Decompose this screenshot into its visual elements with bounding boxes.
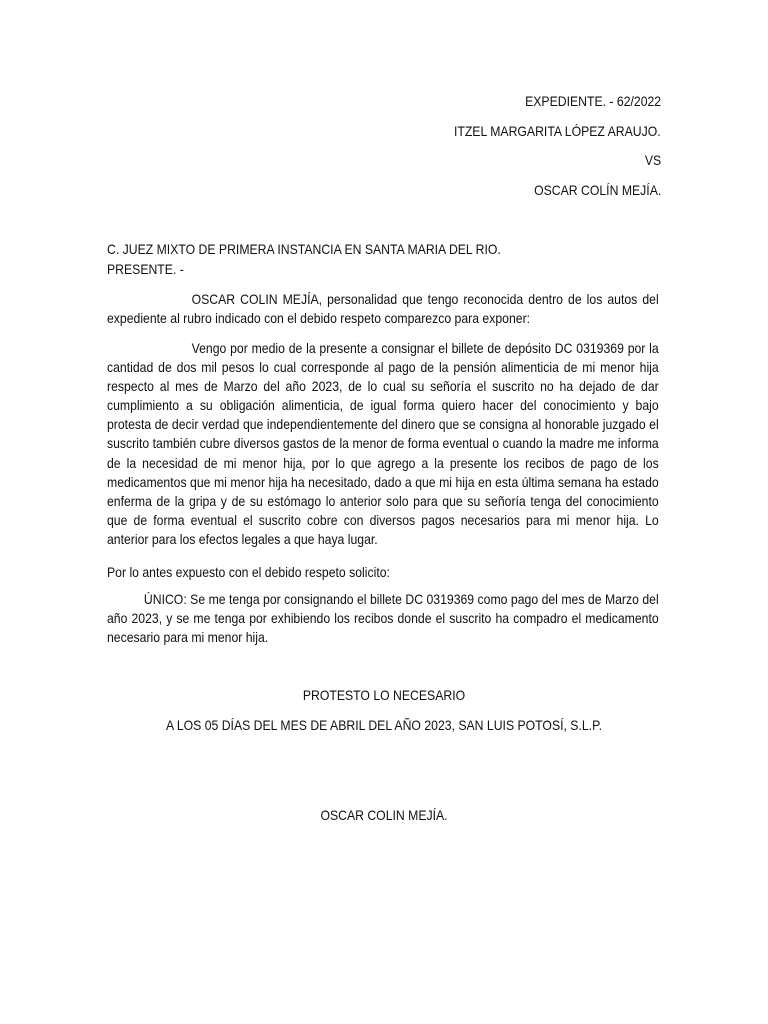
versus-label: VS — [644, 153, 661, 168]
protesto-line: PROTESTO LO NECESARIO — [302, 688, 466, 703]
recipient-presente: PRESENTE. - — [107, 262, 184, 277]
signature-name: OSCAR COLIN MEJÍA. — [320, 808, 448, 823]
main-paragraph: Vengo por medio de la presente a consignar el billete de depósito DC 0319369 por la cantidad de dos mil pesos lo cual corresponde al pago de la pensión alimenticia de mi menor hija respecto al mes de Marzo del año 2023, de lo cual su señoría el suscrito no ha dejado de dar cumplimiento a su obligación alimenticia, de igual forma quiero hacer del conocimiento y bajo protesta de decir verdad que independientemente del dinero que se consigna al honorable juzgado el suscrito también cubre diversos gastos de la menor de forma eventual o cuando la madre me informa de la necesidad de mi menor hija, por lo que agrego a la presente los recibos de pago de los medicamentos que mi menor hija ha necesitado, dado a que mi hija en esta última semana ha estado enferma de la gripa y de su estómago lo anterior solo para que su señoría tenga del conocimiento que de forma eventual el suscrito cobre con diversos pagos necesarios para mi menor hija. Lo anterior para los efectos legales a que haya lugar. — [107, 341, 659, 547]
actora-name: ITZEL MARGARITA LÓPEZ ARAUJO. — [454, 124, 661, 139]
recipient-judge: C. JUEZ MIXTO DE PRIMERA INSTANCIA EN SANTA MARIA DEL RIO. — [107, 242, 501, 257]
demandado-name: OSCAR COLÍN MEJÍA. — [533, 183, 661, 198]
unico-paragraph: ÚNICO: Se me tenga por consignando el billete DC 0319369 como pago del mes de Marzo del año 2023, y se me tenga por exhibiendo los recibos donde el suscrito ha compadro el medicamento necesario para mi menor hija. — [107, 592, 659, 646]
date-place-line: A LOS 05 DÍAS DEL MES DE ABRIL DEL AÑO 2023, SAN LUIS POTOSÍ, S.L.P. — [165, 718, 603, 733]
request-intro: Por lo antes expuesto con el debido respeto solicito: — [107, 565, 390, 580]
intro-paragraph: OSCAR COLIN MEJÍA, personalidad que tengo reconocida dentro de los autos del expediente al rubro indicado con el debido respeto comparezco para exponer: — [107, 292, 659, 327]
expediente-number: EXPEDIENTE. - 62/2022 — [524, 94, 661, 109]
